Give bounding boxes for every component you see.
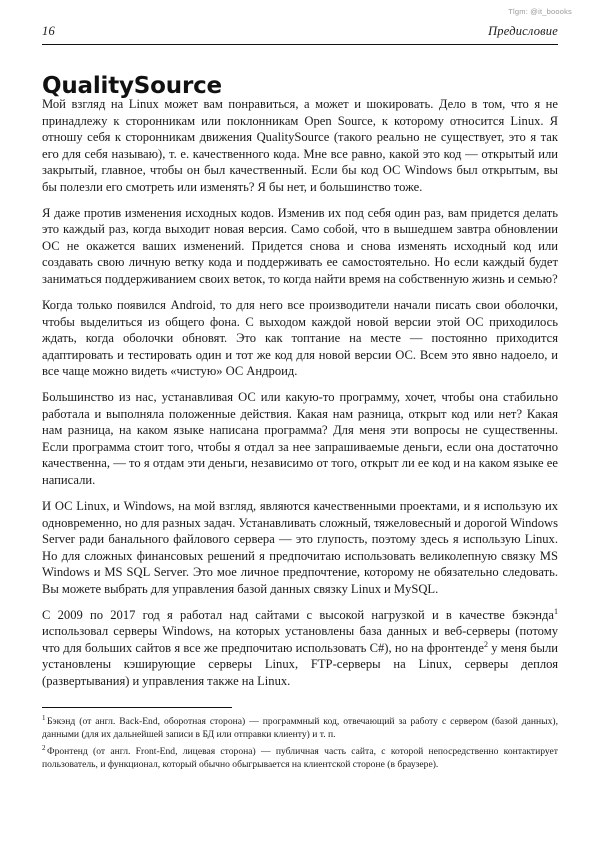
footnote-separator (42, 707, 232, 708)
section-title: Предисловие (488, 24, 558, 38)
footnote-marker: 1 (42, 713, 46, 722)
footnote-marker: 2 (42, 744, 46, 752)
footnote-ref-2[interactable]: 2 (484, 639, 489, 649)
footnote-ref-1[interactable]: 1 (554, 606, 558, 616)
footnote-list (42, 713, 558, 771)
footnote-item (42, 746, 558, 771)
paragraph-with-footnotes (42, 607, 558, 690)
footnote-text: Фронтенд (от англ. Front-End, лицевая сторона) — публичная часть сайта, с которой непосредственно контактирует пользователь, и функционал, который обычно обыгрывается на клиентской стороне (в браузере). (42, 746, 558, 770)
paragraph: Большинство из нас, устанавливая ОС или какую-то программу, хочет, чтобы она стабильно работала и выполняла положенные действия. Какая нам разница, открыт код или нет? Какая нам разница, на каком языке написана программа? Для меня эти вопросы не существенны. Если программа стоит того, чтобы я отдал за нее запрашиваемые деньги, если она достаточно качественна, — то я отдам эти деньги, независимо от того, открыт ли ее код и на каком языке ее написали. (42, 390, 558, 487)
paragraph: Мой взгляд на Linux может вам понравиться, а может и шокировать. Дело в том, что я не принадлежу к сторонникам или поклонникам Open Source, к которому относится Linux. Я отношу себя к сторонникам движения QualitySource (такого реально не существует, это я так его для себя называю), т. е. качественного кода. Мне все равно, какой это код — открытый или закрытый, главное, чтобы он был качественный. Если бы код ОС Windows был открытым, вы бы полезли его смотреть или изменять? Я бы нет, и большинство тоже. (42, 97, 558, 194)
paragraph-part: у меня были установлены кэширующие серверы Linux, FTP-серверы на Linux, серверы деплоя (развертывания) и управления также на Linux. (42, 640, 558, 688)
page-title: QualitySource (42, 73, 222, 100)
body-text (42, 96, 558, 690)
watermark-text: Tlgm: @it_boooks (508, 7, 572, 16)
paragraph: Когда только появился Android, то для него все производители начали писать свои оболочки, чтобы выделиться из общего фона. С выходом каждой новой версии этой ОС приходилось ждать, когда оболочки обновят. Это как топтание на месте — постоянно приходится адаптировать и тестировать один и тот же код для новой версии ОС. Всем это явно надоело, и все чаще можно видеть «чистую» ОС Андроид. (42, 298, 558, 379)
footnote-text: Бэкэнд (от англ. Back-End, оборотная сторона) — программный код, отвечающий за работу с сервером (базой данных), данными (для их дальнейшей записи в БД или отправки клиенту) и т. п. (42, 716, 558, 740)
footnote-item (42, 713, 558, 741)
paragraph: Я даже против изменения исходных кодов. Изменив их под себя один раз, вам придется делать это каждый раз, когда выходит новая версия. Само собой, что в вышедшем завтра обновлении ОС не окажется ваших изменений. Придется снова и снова изменять исходный код или создавать свою личную ветку кода и поддерживать ее самостоятельно. Но если каждый будет заниматься поддерживанием своих веток, то когда найти время на собственную жизнь и семью? (42, 205, 558, 286)
paragraph-part: С 2009 по 2017 год я работал над сайтами с высокой нагрузкой и в качестве бэкэнда (42, 607, 554, 622)
running-head (42, 24, 558, 44)
paragraph-part: использовал серверы Windows, на которых установлены база данных и веб-серверы (потому что для больших сайтов я все же предпочитаю использовать C#), но на фронтенде (42, 624, 558, 655)
page-number: 16 (42, 24, 55, 38)
header-rule (42, 44, 558, 45)
paragraph: И ОС Linux, и Windows, на мой взгляд, являются качественными проектами, и я использую их одновременно, но для разных задач. Устанавливать сложный, тяжеловесный и дорогой Windows Server ради банального файлового сервера — это глупость, поэтому здесь я использую Linux. Но для сложных финансовых решений я предпочитаю использовать великолепную связку MS Windows и MS SQL Server. Это мое личное предпочтение, которому не обязательно следовать. Вы можете выбрать для управления базой данных связку Linux и MySQL. (42, 499, 558, 596)
